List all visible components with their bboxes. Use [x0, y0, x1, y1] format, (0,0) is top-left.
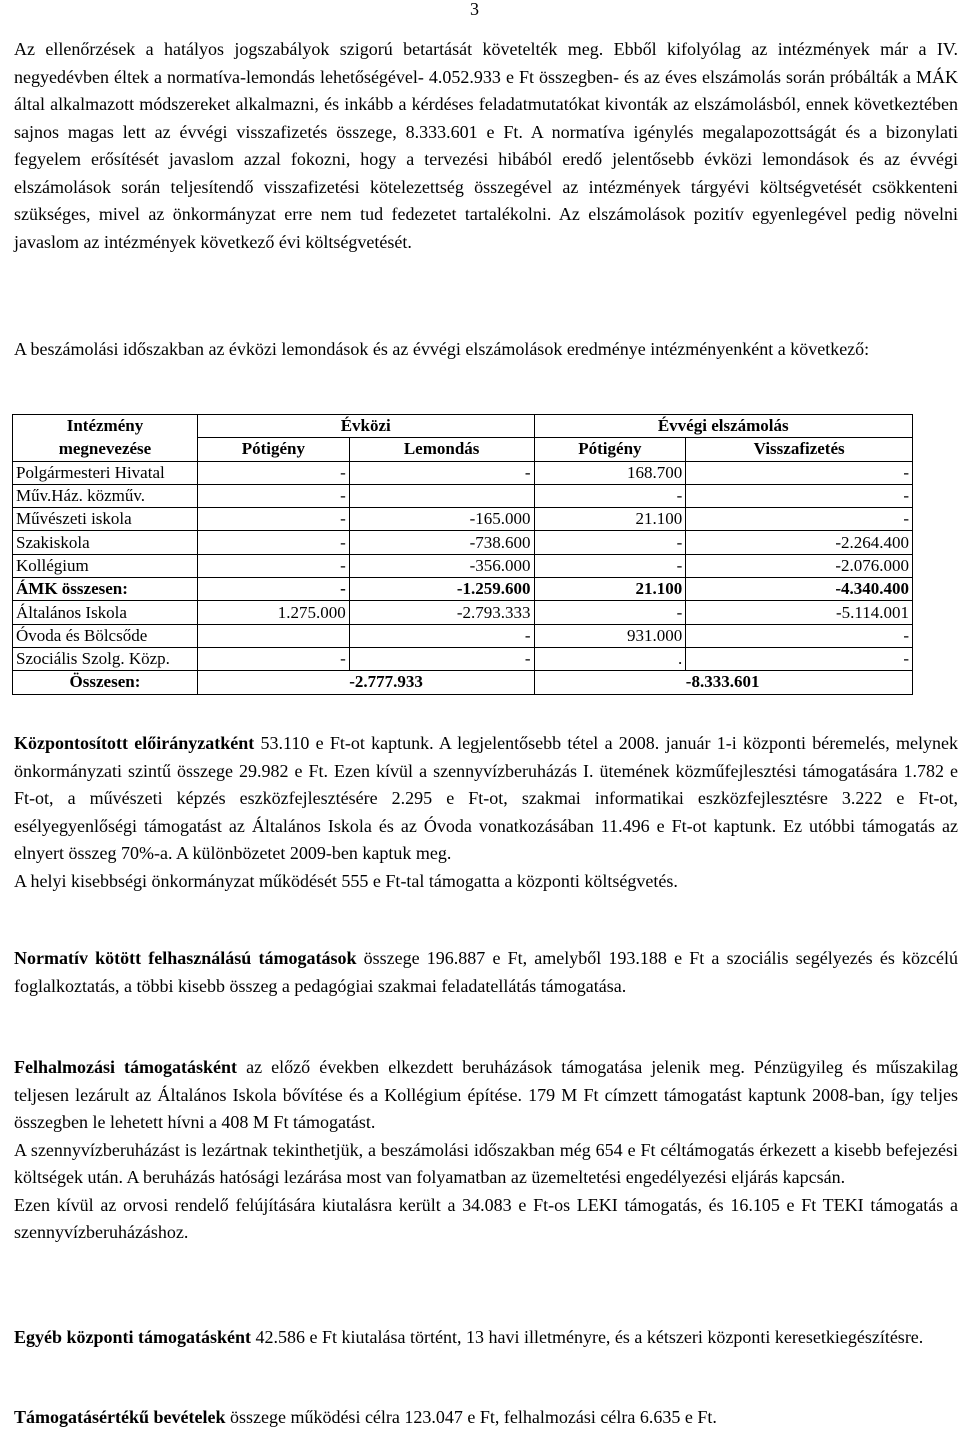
heading-egyeb: Egyéb központi támogatásként: [14, 1327, 252, 1347]
cell-visszafizetes: -2.264.400: [686, 531, 913, 554]
heading-normativ: Normatív kötött felhasználású támogatások: [14, 948, 357, 968]
cell-lemondas: -165.000: [349, 508, 534, 531]
cell-lemondas: -2.793.333: [349, 601, 534, 624]
header-evvegi: Évvégi elszámolás: [534, 415, 913, 438]
cell-institution: Szakiskola: [13, 531, 198, 554]
table-row: [13, 624, 913, 647]
header-institution-1: Intézmény: [13, 415, 198, 438]
cell-lemondas: -1.259.600: [349, 578, 534, 601]
table-row-subtotal: [13, 578, 913, 601]
cell-potigeny-evkozi: -: [197, 531, 349, 554]
cell-lemondas: -738.600: [349, 531, 534, 554]
paragraph-audit: [14, 36, 958, 256]
text-kozpontositott: 53.110 e Ft-ot kaptunk. A legjelentősebb tétel a 2008. január 1-i központi béremelés, melynek önkormányzati szintű összege 29.982 e Ft. Ezen kívül a szennyvízberuházás I. ütemének közműfejlesztési támogatására 1.782 e Ft-ot, a művészeti képzés eszközfejlesztésére 2.295 e Ft-ot, szakmai informatikai eszközfejlesztésre 3.222 e Ft-ot, esélyegyenlőségi támogatást az Általános Iskola és az Óvoda vonatkozásában 11.496 e Ft-ot kaptunk. Ez utóbbi támogatás az elnyert összeg 70%-a. A különbözetet 2009-ben kaptuk meg.: [14, 733, 958, 863]
table-row: [13, 461, 913, 484]
cell-potigeny-evkozi: -: [197, 508, 349, 531]
cell-institution: Óvoda és Bölcsőde: [13, 624, 198, 647]
table-row: [13, 554, 913, 577]
cell-potigeny-evkozi: -: [197, 647, 349, 670]
cell-visszafizetes: -2.076.000: [686, 554, 913, 577]
cell-potigeny-evvegi: 168.700: [534, 461, 686, 484]
cell-potigeny-evvegi: .: [534, 647, 686, 670]
cell-potigeny-evkozi: -: [197, 578, 349, 601]
header-visszafizetes: Visszafizetés: [686, 438, 913, 461]
cell-visszafizetes: -4.340.400: [686, 578, 913, 601]
heading-kozpontositott: Központosított előirányzatként: [14, 733, 255, 753]
header-lemondas: Lemondás: [349, 438, 534, 461]
text-egyeb: 42.586 e Ft kiutalása történt, 13 havi illetményre, és a kétszeri központi keresetkiegészítésre.: [251, 1327, 924, 1347]
table-header-row-1: [13, 415, 913, 438]
header-potigeny-evvegi: Pótigény: [534, 438, 686, 461]
cell-total-evkozi: -2.777.933: [349, 671, 534, 694]
paragraph-felhalmozasi: [14, 1054, 958, 1247]
cell-potigeny-evvegi: -: [534, 601, 686, 624]
table-row: [13, 508, 913, 531]
heading-felhalmozasi: Felhalmozási támogatásként: [14, 1057, 238, 1077]
table-row: [13, 601, 913, 624]
table-header-row-2: [13, 438, 913, 461]
table-row: [13, 484, 913, 507]
header-institution-2: megnevezése: [13, 438, 198, 461]
cell-lemondas: -: [349, 461, 534, 484]
cell-institution: Szociális Szolg. Közp.: [13, 647, 198, 670]
cell-potigeny-evvegi: -: [534, 531, 686, 554]
paragraph-audit-text-2: A normatíva igénylés megalapozottságát és a bizonylati fegyelem erősítését javaslom azzal fokozni, hogy a tervezési hibából eredő jelentősebb évközi lemondások és az évvégi elszámolások során teljesítendő visszafizetési kötelezettség összegével az intézmények tárgyévi költségvetését csökkenteni szükséges, mivel az önkormányzat erre nem tud fedezetet tartalékolni. Az elszámolások pozitív egyenlegével pedig növelni javaslom az intézmények következő évi költségvetését.: [14, 121, 959, 252]
cell-lemondas: [349, 484, 534, 507]
cell-potigeny-evvegi: -: [534, 484, 686, 507]
paragraph-kozpontositott-line-1: [14, 730, 958, 868]
cell-potigeny-evkozi: [197, 624, 349, 647]
cell-potigeny-evvegi: 931.000: [534, 624, 686, 647]
header-evkozi: Évközi: [197, 415, 534, 438]
cell-potigeny-evvegi: 21.100: [534, 508, 686, 531]
cell-total-label: Összesen:: [13, 671, 198, 694]
cell-institution: ÁMK összesen:: [13, 578, 198, 601]
cell-lemondas: -356.000: [349, 554, 534, 577]
cell-potigeny-evkozi: -: [197, 554, 349, 577]
paragraph-table-intro: A beszámolási időszakban az évközi lemondások és az évvégi elszámolások eredménye intézményenként a következő:: [14, 339, 870, 359]
cell-visszafizetes: -: [686, 647, 913, 670]
paragraph-felhalmozasi-line-3: Ezen kívül az orvosi rendelő felújítására kiutalásra került a 34.083 e Ft-os LEKI támogatás, és 16.105 e Ft TEKI támogatás a szennyvízberuházáshoz.: [14, 1194, 958, 1242]
table-row: [13, 647, 913, 670]
table-row-total: [13, 671, 913, 694]
cell-total-evvegi: -8.333.601: [686, 671, 913, 694]
paragraph-kozpontositott: [14, 730, 958, 895]
paragraph-felhalmozasi-line-2: A szennyvízberuházást is lezártnak tekinthetjük, a beszámolási időszakban még 654 e Ft céltámogatás érkezett a kisebb befejezési költségek után. A beruházás hatósági lezárása most van folyamatban az üzemeltetési engedélyezési eljárás kapcsán.: [14, 1139, 958, 1187]
cell-visszafizetes: -: [686, 624, 913, 647]
paragraph-egyeb: [14, 1324, 958, 1352]
cell-visszafizetes: -: [686, 484, 913, 507]
paragraph-tamogatasertek: [14, 1404, 958, 1432]
text-felhalmozasi: az előző években elkezdett beruházások támogatása jelenik meg. Pénzügyileg és műszakilag teljesen lezárult az Általános Iskola bővítése és a Kollégium építése. 179 M Ft címzett támogatást kaptunk 2008-ban, így teljes összegben le lehetett hívni a 408 M Ft támogatást.: [14, 1057, 958, 1132]
cell-institution: Műv.Ház. közműv.: [13, 484, 198, 507]
cell-institution: Polgármesteri Hivatal: [13, 461, 198, 484]
cell-potigeny-evvegi: 21.100: [534, 578, 686, 601]
cell-institution: Művészeti iskola: [13, 508, 198, 531]
text-normativ: összege 196.887 e Ft, amelyből 193.188 e Ft a szociális segélyezés és közcélú foglalkoztatás, a többi kisebb összeg a pedagógiai szakmai feladatellátás támogatása.: [14, 948, 958, 996]
page-number: 3: [470, 0, 479, 19]
cell-lemondas: -: [349, 624, 534, 647]
results-table: [12, 414, 913, 695]
cell-potigeny-evvegi: -: [534, 554, 686, 577]
cell-institution: Általános Iskola: [13, 601, 198, 624]
cell-potigeny-evkozi: -: [197, 484, 349, 507]
table-row: [13, 531, 913, 554]
cell-visszafizetes: -: [686, 508, 913, 531]
paragraph-felhalmozasi-line-1: [14, 1054, 958, 1137]
cell-lemondas: -: [349, 647, 534, 670]
paragraph-kozpontositott-line-2: A helyi kisebbségi önkormányzat működését 555 e Ft-tal támogatta a központi költségvetés.: [14, 870, 678, 891]
cell-potigeny-evkozi: 1.275.000: [197, 601, 349, 624]
paragraph-normativ: [14, 945, 958, 1000]
cell-total-evkozi-blank: [197, 671, 349, 694]
heading-tamogatasertek: Támogatásértékű bevételek: [14, 1407, 226, 1427]
paragraph-audit-text-1: Az ellenőrzések a hatályos jogszabályok szigorú betartását követelték meg. Ebből kifolyólag az intézmények már a IV. negyedévben éltek a normatíva-lemondás lehetőségével- 4.052.933 e Ft összegben- és az éves elszámolás során próbálták a MÁK által alkalmazott módszereket alkalmazni, és inkább a kérdéses feladatmutatókat kivonták az elszámolásból, ennek következtében sajnos magas lett az évvégi visszafizetés összege, 8.333.601 e Ft.: [14, 39, 958, 142]
text-tamogatasertek: összege működési célra 123.047 e Ft, felhalmozási célra 6.635 e Ft.: [225, 1407, 717, 1427]
cell-visszafizetes: -: [686, 461, 913, 484]
header-potigeny-evkozi: Pótigény: [197, 438, 349, 461]
cell-total-evvegi-blank: [534, 671, 686, 694]
cell-visszafizetes: -5.114.001: [686, 601, 913, 624]
cell-potigeny-evkozi: -: [197, 461, 349, 484]
cell-institution: Kollégium: [13, 554, 198, 577]
